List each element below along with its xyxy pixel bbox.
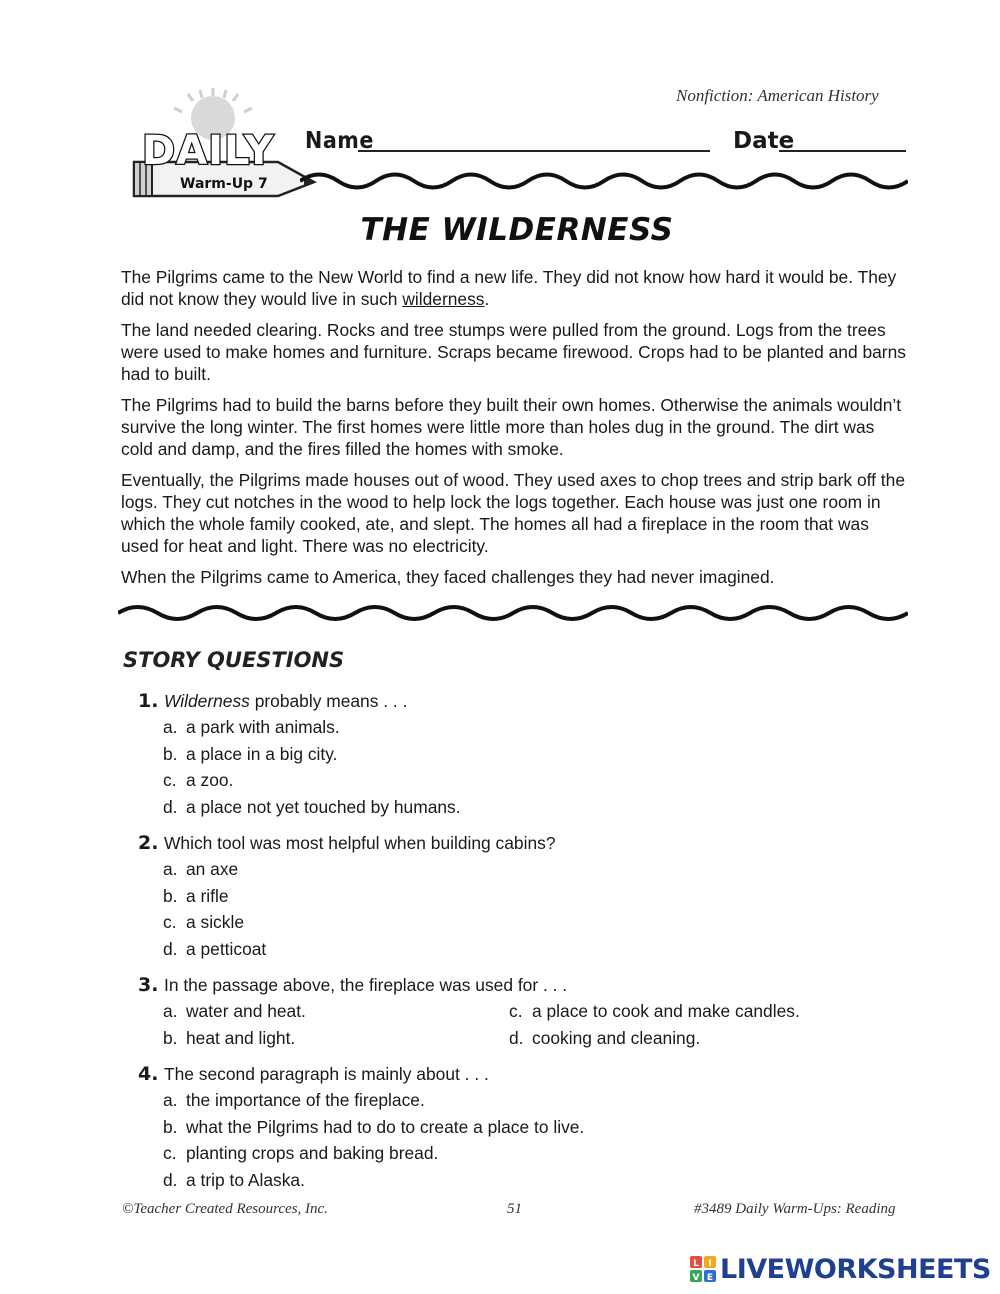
option-text: a rifle [186,885,229,906]
question-text: probably means . . . [249,691,408,711]
option-letter: c. [509,1001,523,1021]
answer-option[interactable] [138,767,918,794]
answer-option[interactable] [138,1114,918,1141]
svg-text:E: E [706,1273,714,1282]
date-field[interactable] [779,150,906,152]
option-text: a place not yet touched by humans. [186,796,461,817]
logo-subtitle: Warm-Up 7 [180,176,268,192]
question-text: The second paragraph is mainly about . . . [164,1064,489,1084]
answer-option[interactable] [138,1167,918,1194]
question-text: In the passage above, the fireplace was used for . . . [164,975,568,995]
questions-heading: STORY QUESTIONS [123,648,345,672]
question-text: Which tool was most helpful when building cabins? [164,833,556,853]
option-text: a zoo. [186,770,234,790]
option-text: a place to cook and make candles. [532,1001,800,1021]
question-number: 2. [138,832,159,854]
option-letter: c. [163,770,177,790]
footer-page-number: 51 [507,1201,522,1217]
option-letter: d. [509,1027,524,1048]
answer-option[interactable] [138,883,918,910]
option-letter: a. [163,717,178,737]
liveworksheets-logo-icon [690,1256,716,1282]
option-letter: a. [163,1001,178,1021]
answer-option[interactable] [484,1025,884,1052]
option-text: a place in a big city. [186,743,338,764]
answer-option[interactable] [138,714,918,741]
option-letter: a. [163,1090,178,1110]
option-text: the importance of the fireplace. [186,1090,425,1110]
passage [121,266,911,597]
answer-option[interactable] [138,936,918,963]
question-stem [138,1061,918,1087]
option-text: planting crops and baking bread. [186,1143,439,1163]
question-number: 4. [138,1063,159,1085]
footer-publisher: ©Teacher Created Resources, Inc. [122,1201,328,1217]
option-letter: b. [163,1027,178,1048]
liveworksheets-brand[interactable] [690,1253,991,1285]
option-text: a sickle [186,912,244,932]
option-text: water and heat. [186,1001,306,1021]
option-letter: d. [163,1169,178,1190]
question-1 [138,688,918,820]
option-text: cooking and cleaning. [532,1027,701,1048]
answer-option[interactable] [138,741,918,768]
svg-text:L: L [693,1259,699,1269]
option-text: a petticoat [186,938,267,959]
question-stem [138,688,918,714]
answer-option[interactable] [484,998,884,1025]
option-letter: d. [163,796,178,817]
option-text: an axe [186,859,239,879]
option-letter: b. [163,743,178,764]
option-letter: b. [163,885,178,906]
logo-word: DAILY [142,128,275,174]
option-letter: b. [163,1116,178,1137]
date-label: Date [733,128,795,154]
wave-divider-top [300,166,908,196]
option-letter: a. [163,859,178,879]
question-stem [138,972,918,998]
underlined-term: wilderness [402,289,485,309]
wave-divider-middle [118,600,908,626]
name-label: Name [305,128,374,154]
svg-text:V: V [692,1273,700,1282]
liveworksheets-text: LIVEWORKSHEETS [720,1253,991,1285]
question-2 [138,830,918,962]
daily-warmup-logo [128,88,318,203]
options-grid [138,998,918,1051]
svg-text:I: I [708,1259,712,1269]
answer-option[interactable] [138,998,484,1025]
paragraph-5: When the Pilgrims came to America, they faced challenges they had never imagined. [121,567,775,587]
question-number: 1. [138,690,159,712]
answer-option[interactable] [138,856,918,883]
option-letter: d. [163,938,178,959]
name-field[interactable] [358,150,710,152]
question-term: Wilderness [164,691,250,711]
question-4 [138,1061,918,1193]
answer-option[interactable] [138,1140,918,1167]
answer-option[interactable] [138,1025,484,1052]
paragraph-1-text: The Pilgrims came to the New World to find a new life. They did not know how hard it would be. They did not know they would live in such [121,267,897,309]
paragraph-1-end: . [484,289,490,309]
category-label: Nonfiction: American History [676,86,879,105]
question-number: 3. [138,974,159,996]
page-title: THE WILDERNESS [360,212,674,248]
option-text: a trip to Alaska. [186,1169,305,1190]
question-stem [138,830,918,856]
option-letter: c. [163,1143,177,1163]
option-text: a park with animals. [186,717,340,737]
paragraph-1 [121,266,911,310]
option-letter: c. [163,912,177,932]
answer-option[interactable] [138,1087,918,1114]
answer-option[interactable] [138,909,918,936]
question-3 [138,972,918,1051]
paragraph-4: Eventually, the Pilgrims made houses out of wood. They used axes to chop trees and strip bark off the logs. They cut notches in the wood to help lock the logs together. Each house was just one room in which the whole family cooked, ate, and slept. The homes all had a fireplace in the room that was used for heat and light. There was no electricity. [121,470,905,556]
option-text: heat and light. [186,1027,296,1048]
footer-book-title: #3489 Daily Warm-Ups: Reading [694,1201,896,1217]
answer-option[interactable] [138,794,918,821]
paragraph-2: The land needed clearing. Rocks and tree stumps were pulled from the ground. Logs from the trees were used to make homes and furniture. Scraps became firewood. Crops had to be planted and barns had to built. [121,320,906,384]
paragraph-3: The Pilgrims had to build the barns before they built their own homes. Otherwise the animals wouldn’t survive the long winter. The first homes were little more than holes dug in the ground. The dirt was cold and damp, and the fires filled the homes with smoke. [121,395,902,459]
option-text: what the Pilgrims had to do to create a place to live. [186,1116,585,1137]
